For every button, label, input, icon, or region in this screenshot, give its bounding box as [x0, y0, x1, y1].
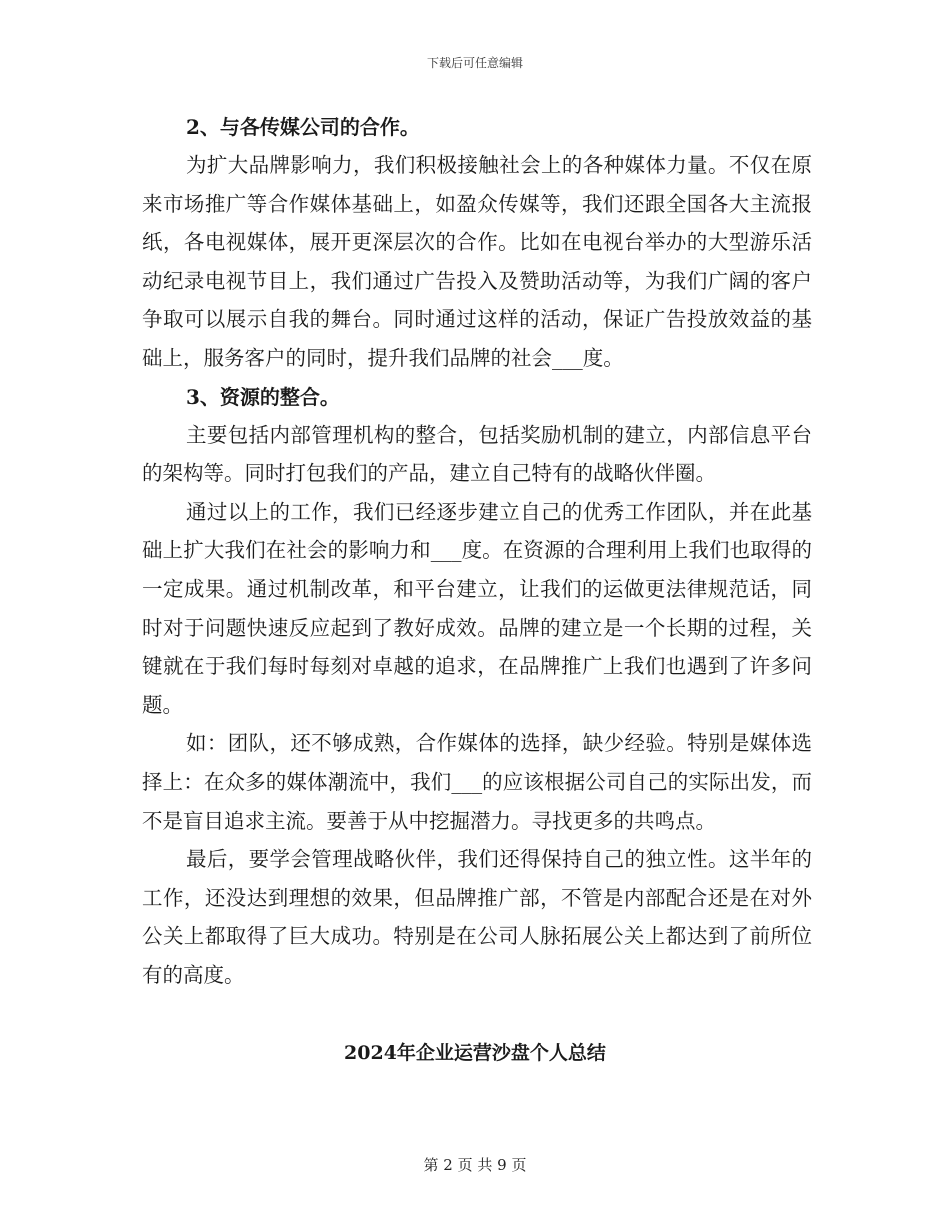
header-note: 下载后可任意编辑 [426, 56, 523, 70]
section-3-paragraph: 主要包括内部管理机构的整合，包括奖励机制的建立，内部信息平台的架构等。同时打包我们的产品，建立自己特有的战略伙伴圈。 [142, 422, 812, 486]
section-2-paragraph: 为扩大品牌影响力，我们积极接触社会上的各种媒体力量。不仅在原来市场推广等合作媒体基础上，如盈众传媒等，我们还跟全国各大主流报纸，各电视媒体，展开更深层次的合作。比如在电视台举办的大型游乐活动纪录电视节目上，我们通过广告投入及赞助活动等，为我们广阔的客户争取可以展示自我的舞台。同时通过这样的活动，保证广告投放效益的基础上，服务客户的同时，提升我们品牌的社会___度。 [142, 153, 812, 370]
page-footer: 第 2 页 共 9 页 [423, 1156, 527, 1174]
document-title: 2024年企业运营沙盘个人总结 [344, 1042, 606, 1064]
problems-paragraph: 如：团队，还不够成熟，合作媒体的选择，缺少经验。特别是媒体选择上：在众多的媒体潮流中，我们___的应该根据公司自己的实际出发，而不是盲目追求主流。要善于从中挖掘潜力。寻找更多的共鸣点。 [142, 731, 812, 833]
results-paragraph: 通过以上的工作，我们已经逐步建立自己的优秀工作团队，并在此基础上扩大我们在社会的影响力和___度。在资源的合理利用上我们也取得的一定成果。通过机制改革，和平台建立，让我们的运做更法律规范话，同时对于问题快速反应起到了教好成效。品牌的建立是一个长期的过程，关键就在于我们每时每刻对卓越的追求，在品牌推广上我们也遇到了许多问题。 [142, 499, 812, 717]
document-body [142, 108, 812, 994]
section-2-heading: 2、与各传媒公司的合作。 [186, 115, 420, 139]
section-3-heading: 3、资源的整合。 [186, 384, 340, 409]
final-paragraph: 最后，要学会管理战略伙伴，我们还得保持自己的独立性。这半年的工作，还没达到理想的效果，但品牌推广部，不管是内部配合还是在对外公关上都取得了巨大成功。特别是在公司人脉拓展公关上都达到了前所位有的高度。 [142, 847, 812, 987]
